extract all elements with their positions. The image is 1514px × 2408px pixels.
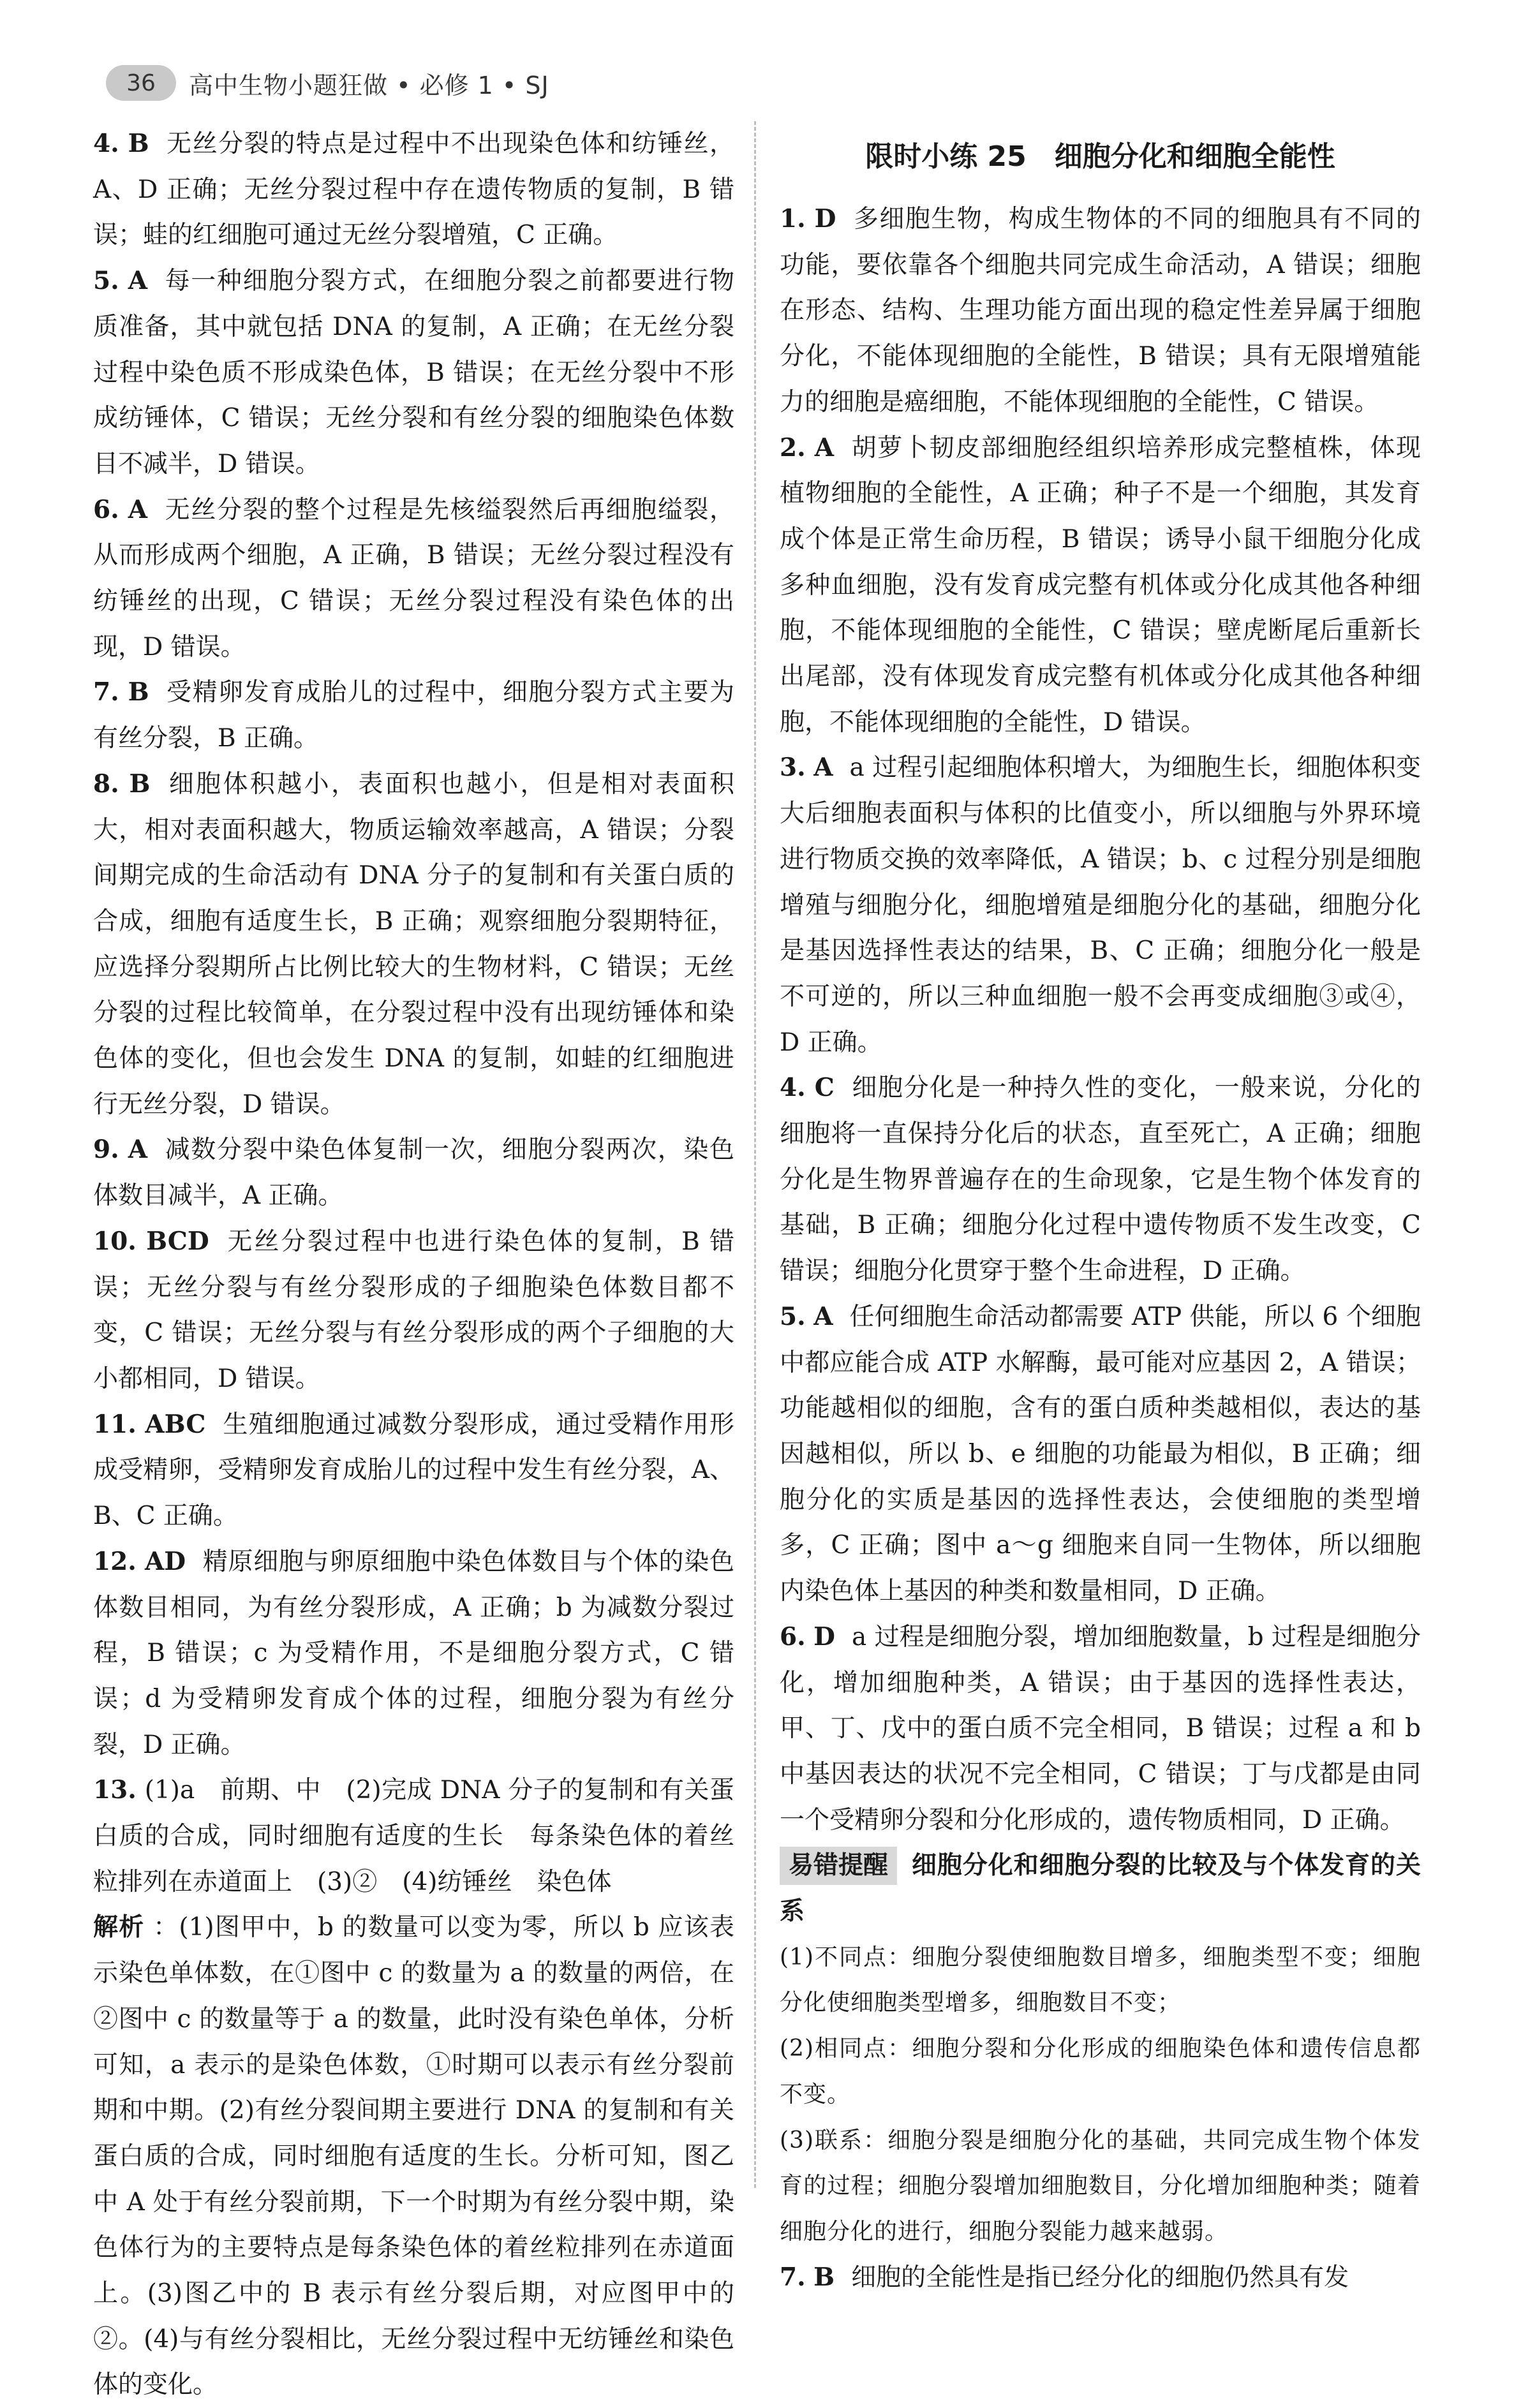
tip-header (780, 1843, 1421, 1934)
question-number: 1. (780, 204, 806, 233)
question-number: 4. (780, 1073, 806, 1103)
answer-item (780, 425, 1421, 746)
answer-item (780, 745, 1421, 1065)
right-column (780, 121, 1421, 2300)
answer-explanation: 减数分裂中染色体复制一次，细胞分裂两次，染色体数目减半，A 正确。 (93, 1135, 734, 1211)
answer-item (93, 121, 734, 258)
answer-explanation: 细胞分化是一种持久性的变化，一般来说，分化的细胞将一直保持分化后的状态，直至死亡，A 正确；细胞分化是生物界普遍存在的生命现象，它是生物个体发育的基础，B 正确；细胞分化过程中遗传物质不发生改变，C 错误；细胞分化贯穿于整个生命进程，D 正确。 (780, 1074, 1421, 1286)
answer-item (93, 1127, 734, 1218)
answer-key: A (128, 1135, 148, 1165)
tip-line: (2)相同点：细胞分裂和分化形成的细胞染色体和遗传信息都不变。 (780, 2035, 1421, 2108)
answer-item (93, 670, 734, 761)
question-number: 12. (93, 1546, 137, 1576)
question-number: 4. (93, 129, 119, 158)
answer-key: A (813, 1301, 833, 1331)
answer-explanation: 每一种细胞分裂方式，在细胞分裂之前都要进行物质准备，其中就包括 DNA 的复制，A 正确；在无丝分裂过程中染色质不形成染色体，B 错误；在无丝分裂中不形成纺锤体，C 错误；无丝分裂和有丝分裂的细胞染色体数目不减半，D 错误。 (93, 267, 734, 478)
answer-item (780, 1065, 1421, 1294)
answer-explanation: 细胞体积越小，表面积也越小，但是相对表面积大，相对表面积越大，物质运输效率越高，A 错误；分裂间期完成的生命活动有 DNA 分子的复制和有关蛋白质的合成，细胞有适度生长，B 正确；观察细胞分裂期特征，应选择分裂期所占比例比较大的生物材料，C 错误；无丝分裂的过程比较简单，在分裂过程中没有出现纺锤体和染色体的变化，但也会发生 DNA 的复制，如蛙的红细胞进行无丝分裂，D 错误。 (93, 769, 734, 1119)
answer-explanation: 精原细胞与卵原细胞中染色体数目与个体的染色体数目相同，为有丝分裂形成，A 正确；b 为减数分裂过程，B 错误；c 为受精作用，不是细胞分裂方式，C 错误；d 为受精卵发育成个体的过程，细胞分裂为有丝分裂，D 正确。 (93, 1547, 734, 1759)
question-number: 6. (780, 1621, 806, 1651)
answer-key: B (128, 129, 149, 158)
answer-explanation: 受精卵发育成胎儿的过程中，细胞分裂方式主要为有丝分裂，B 正确。 (93, 678, 734, 753)
answer-item (780, 1614, 1421, 1843)
answer-explanation: ：(1)图甲中，b 的数量可以变为零，所以 b 应该表示染色单体数，在①图中 c 的数量为 a 的数量的两倍，在②图中 c 的数量等于 a 的数量，此时没有染色单体，分析可知，a 表示的是染色体数，①时期可以表示有丝分裂前期和中期。(2)有丝分裂间期主要进行 DNA 的复制和有关蛋白质的合成，同时细胞有适度的生长。分析可知，图乙中 A 处于有丝分裂前期，下一个时期为有丝分裂中期，染色体行为的主要特点是每条染色体的着丝粒排列在赤道面上。(3)图乙中的 B 表示有丝分裂后期，对应图甲中的②。(4)与有丝分裂相比，无丝分裂过程中无纺锤丝和染色体的变化。 (93, 1913, 734, 2400)
answer-item (93, 1768, 734, 1905)
question-number: 10. (93, 1226, 137, 1256)
question-number: 3. (780, 753, 806, 783)
answer-item (780, 2255, 1421, 2301)
answer-item (780, 1294, 1421, 1614)
answer-explanation: a 过程是细胞分裂，增加细胞数量，b 过程是细胞分化，增加细胞种类，A 错误；由于基因的选择性表达，甲、丁、戊中的蛋白质不完全相同，B 错误；过程 a 和 b 中基因表达的状况不完全相同，C 错误；丁与戊都是由同一个受精卵分裂和分化形成的，遗传物质相同，D 正确。 (780, 1622, 1421, 1835)
tip-badge: 易错提醒 (780, 1847, 897, 1885)
column-divider (754, 121, 756, 2188)
book-title: 高中生物小题狂做 • 必修 1 • SJ (189, 71, 549, 100)
answer-item (93, 487, 734, 670)
answer-explanation: 无丝分裂的特点是过程中不出现染色体和纺锤丝，A、D 正确；无丝分裂过程中存在遗传物质的复制，B 错误；蛙的红细胞可通过无丝分裂增殖，C 正确。 (93, 129, 734, 250)
question-number: 11. (93, 1409, 137, 1439)
answer-key: ABC (145, 1409, 206, 1439)
answer-explanation: 无丝分裂的整个过程是先核缢裂然后再细胞缢裂，从而形成两个细胞，A 正确，B 错误；无丝分裂过程没有纺锤丝的出现，C 错误；无丝分裂过程没有染色体的出现，D 错误。 (93, 495, 734, 661)
answer-item (93, 762, 734, 1128)
answer-key: B (129, 769, 151, 799)
answer-key: B (128, 677, 149, 707)
tip-line: (1)不同点：细胞分裂使细胞数目增多，细胞类型不变；细胞分化使细胞类型增多，细胞数目不变； (780, 1944, 1421, 2016)
answer-key: D (814, 204, 836, 233)
answer-key: BCD (146, 1226, 209, 1256)
answer-explanation: 无丝分裂过程中也进行染色体的复制，B 错误；无丝分裂与有丝分裂形成的子细胞染色体数目都不变，C 错误；无丝分裂与有丝分裂形成的两个子细胞的大小都相同，D 错误。 (93, 1227, 734, 1393)
answer-key: A (128, 266, 148, 296)
question-number: 9. (93, 1135, 119, 1165)
question-number: 7. (93, 677, 119, 707)
question-number: 13. (93, 1775, 137, 1805)
answer-item (93, 1402, 734, 1539)
answer-explanation: 任何细胞生命活动都需要 ATP 供能，所以 6 个细胞中都应能合成 ATP 水解酶，最可能对应基因 2，A 错误；功能越相似的细胞，含有的蛋白质种类越相似，表达的基因越相似，所以 b、e 细胞的功能最为相似，B 正确；细胞分化的实质是基因的选择性表达，会使细胞的类型增多，C 正确；图中 a～g 细胞来自同一生物体，所以细胞内染色体上基因的种类和数量相同，D 正确。 (780, 1302, 1421, 1606)
page-header (106, 63, 549, 103)
tip-box (780, 1843, 1421, 2254)
answer-key: B (813, 2262, 835, 2292)
answer-explanation: 细胞的全能性是指已经分化的细胞仍然具有发 (851, 2263, 1349, 2292)
left-column (93, 121, 734, 2408)
answer-key: A (813, 753, 833, 783)
answer-explanation: 多细胞生物，构成生物体的不同的细胞具有不同的功能，要依靠各个细胞共同完成生命活动，A 错误；细胞在形态、结构、生理功能方面出现的稳定性差异属于细胞分化，不能体现细胞的全能性，B 错误；具有无限增殖能力的细胞是癌细胞，不能体现细胞的全能性，C 错误。 (780, 205, 1421, 417)
answer-explanation: 胡萝卜韧皮部细胞经组织培养形成完整植株，体现植物细胞的全能性，A 正确；种子不是一个细胞，其发育成个体是正常生命历程，B 错误；诱导小鼠干细胞分化成多种血细胞，没有发育成完整有机体或分化成其他各种细胞，不能体现细胞的全能性，C 错误；壁虎断尾后重新长出尾部，没有体现发育成完整有机体或分化成其他各种细胞，不能体现细胞的全能性，D 错误。 (780, 433, 1421, 737)
answer-explanation: (1)a 前期、中 (2)完成 DNA 分子的复制和有关蛋白质的合成，同时细胞有适度的生长 每条染色体的着丝粒排列在赤道面上 (3)② (4)纺锤丝 染色体 (93, 1776, 734, 1896)
question-number: 5. (93, 266, 119, 296)
section-title: 限时小练 25 细胞分化和细胞全能性 (865, 140, 1335, 173)
tip-heading: 细胞分化和细胞分裂的比较及与个体发育的关系 (780, 1851, 1421, 1926)
question-number: 解析 (93, 1912, 145, 1942)
answer-key: C (814, 1073, 835, 1103)
answer-key: D (813, 1621, 835, 1651)
question-number: 8. (93, 769, 119, 799)
answer-item (93, 1905, 734, 2408)
tip-line: (3)联系：细胞分裂是细胞分化的基础，共同完成生物个体发育的过程；细胞分裂增加细胞数目，分化增加细胞种类；随着细胞分化的进行，细胞分裂能力越来越弱。 (780, 2127, 1421, 2245)
answer-item (93, 258, 734, 487)
answer-key: A (128, 494, 148, 524)
answer-explanation: a 过程引起细胞体积增大，为细胞生长，细胞体积变大后细胞表面积与体积的比值变小，所以细胞与外界环境进行物质交换的效率降低，A 错误；b、c 过程分别是细胞增殖与细胞分化，细胞增殖是细胞分化的基础，细胞分化是基因选择性表达的结果，B、C 正确；细胞分化一般是不可逆的，所以三种血细胞一般不会再变成细胞③或④，D 正确。 (780, 753, 1421, 1057)
answer-item (93, 1219, 734, 1402)
answer-key: AD (144, 1546, 186, 1576)
answer-explanation: 生殖细胞通过减数分裂形成，通过受精作用形成受精卵，受精卵发育成胎儿的过程中发生有丝分裂，A、B、C 正确。 (93, 1410, 734, 1531)
answer-item (93, 1539, 734, 1768)
answer-item (780, 196, 1421, 425)
question-number: 5. (780, 1301, 806, 1331)
question-number: 7. (780, 2262, 806, 2292)
question-number: 2. (780, 432, 806, 462)
answer-key: A (814, 432, 835, 462)
page-number: 36 (106, 65, 176, 101)
question-number: 6. (93, 494, 119, 524)
